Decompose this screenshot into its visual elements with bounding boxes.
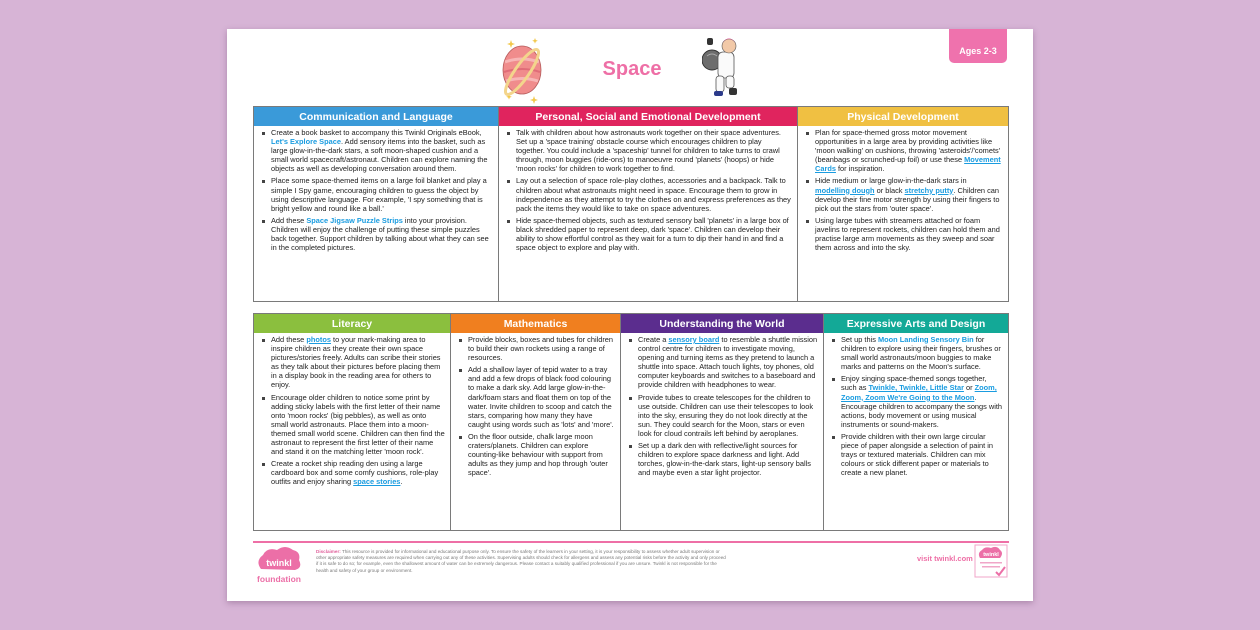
top-row bbox=[253, 106, 1009, 302]
list-item: Add these photos to your mark-making area to inspire children as they create their own space pictures/stories freely. Adults can scribe their stories as they talk about their pictures before placing them in a display book in the reading area for others to enjoy. bbox=[260, 335, 445, 390]
list-item: Create a book basket to accompany this Twinkl Originals eBook, Let's Explore Space. Add sensory items into the basket, such as large glow-in-the-dark stars, a soft moon-shaped cushion and a small world spacecraft/astronaut. Children can explore naming the objects as well as developing conversation around them. bbox=[260, 128, 493, 173]
personal-heading: Personal, Social and Emotional Development bbox=[499, 107, 797, 126]
list-item: Using large tubes with streamers attached or foam javelins to represent rockets, children can hold them and practise large arm movements as they sweep and soar them across and into the sky. bbox=[804, 216, 1003, 252]
planet-icon bbox=[495, 34, 550, 106]
list-item: Create a rocket ship reading den using a large cardboard box and some comfy cushions, role-play outfits and enjoy sharing space stories. bbox=[260, 459, 445, 486]
list-item: Set up a dark den with reflective/light sources for children to explore space darkness and light. Add torches, glow-in-the-dark stars, light-up sensory balls and maybe even a star light projector. bbox=[627, 441, 818, 477]
bottom-row bbox=[253, 313, 1009, 531]
list-item: Add a shallow layer of tepid water to a tray and add a few drops of black food colouring to make a dark sky. Add large glow-in-the-dark/foam stars and float them on top of the water. Invite children to scoop and catch the stars, comparing how many they have caught using words such as 'lots' and 'more'. bbox=[457, 365, 615, 429]
twinkle-twinkle-link[interactable]: Twinkle, Twinkle, Little Star bbox=[868, 383, 964, 393]
understanding-heading: Understanding the World bbox=[621, 314, 823, 333]
space-stories-link[interactable]: space stories bbox=[353, 477, 401, 487]
twinkl-foundation-logo bbox=[255, 547, 303, 587]
footer-divider bbox=[253, 541, 1009, 543]
section-physical bbox=[798, 107, 1008, 301]
physical-heading: Physical Development bbox=[798, 107, 1008, 126]
zoom-zoom-link[interactable]: Zoom, Zoom, Zoom We're Going to the Moon bbox=[841, 383, 997, 402]
sensory-board-link[interactable]: sensory board bbox=[668, 335, 720, 344]
age-badge: Ages 2-3 bbox=[949, 29, 1007, 63]
astronaut-icon bbox=[702, 36, 747, 101]
lets-explore-space-link[interactable]: Let's Explore Space bbox=[271, 137, 341, 147]
mathematics-heading: Mathematics bbox=[451, 314, 620, 333]
section-expressive bbox=[824, 314, 1008, 530]
svg-text:twinkl: twinkl bbox=[266, 558, 292, 568]
section-personal bbox=[499, 107, 798, 301]
list-item: Create a sensory board to resemble a shuttle mission control centre for children to investigate moving, opening and turning items as they pretend to launch a shuttle into space. Attach touch lights, toy phones, old computer keyboards and switches to a baseboard and provide children with headphones to wear. bbox=[627, 335, 818, 390]
jigsaw-puzzle-strips-link[interactable]: Space Jigsaw Puzzle Strips bbox=[306, 215, 403, 225]
moon-landing-sensory-bin-link[interactable]: Moon Landing Sensory Bin bbox=[877, 335, 974, 344]
section-mathematics bbox=[451, 314, 621, 530]
photos-link[interactable]: photos bbox=[306, 335, 331, 344]
literacy-heading: Literacy bbox=[254, 314, 450, 333]
list-item: Place some space-themed items on a large foil blanket and play a simple I Spy game, encouraging children to guess the object by using descriptive language. For example, 'I spy something that is bright yellow and round like a ball.' bbox=[260, 176, 493, 212]
communication-heading: Communication and Language bbox=[254, 107, 498, 126]
list-item: Enjoy singing space-themed songs together, such as Twinkle, Twinkle, Little Star or Zoom, Zoom, Zoom We're Going to the Moon. Encourage children to accompany the songs with actions, body movement or using musical instruments or sound-makers. bbox=[830, 374, 1003, 429]
twinkl-approved-badge-icon bbox=[974, 544, 1008, 578]
section-communication bbox=[254, 107, 499, 301]
list-item: Add these Space Jigsaw Puzzle Strips into your provision. Children will enjoy the challenge of putting these simple puzzles back together. Support children by talking about what they can see in the completed pictures. bbox=[260, 216, 493, 252]
modelling-dough-link[interactable]: modelling dough bbox=[815, 185, 875, 195]
section-literacy bbox=[254, 314, 451, 530]
list-item: On the floor outside, chalk large moon craters/planets. Children can explore counting-like behaviour with support from adults as they jump and hop through 'outer space'. bbox=[457, 432, 615, 477]
list-item: Lay out a selection of space role-play clothes, accessories and a backpack. Talk to children about what astronauts might need in space. Encourage them to grow in independence as they attempt to try the clothes on and express preferences as they pack the items they would like to take on space adventures. bbox=[505, 176, 792, 212]
list-item: Hide space-themed objects, such as textured sensory ball 'planets' in a large box of black shredded paper to represent deep, dark 'space'. Children can develop their ability to show effortful control as they wait for a turn to dip their hand in and find a space object to explore and play with. bbox=[505, 216, 792, 252]
section-understanding bbox=[621, 314, 824, 530]
worksheet-page bbox=[227, 29, 1033, 601]
list-item: Set up this Moon Landing Sensory Bin for children to explore using their fingers, brushes or small world astronauts/moon buggies to make marks and patterns on the Moon's surface. bbox=[830, 335, 1003, 371]
svg-text:foundation: foundation bbox=[257, 574, 301, 584]
list-item: Talk with children about how astronauts work together on their space adventures. Set up a 'space training' obstacle course which encourages children to play together. You could include a 'spaceship' tunnel for children to take turns to crawl through, moon buggies (ride-ons) to manoeuvre round 'planets' (hoops) or hide 'moon rocks' for children to work together to find. bbox=[505, 128, 792, 173]
list-item: Encourage older children to notice some print by adding sticky labels with the first letter of their name onto 'moon rocks' (big pebbles), as well as onto small world astronauts. Place them into a moon-themed small world scene. Children can then find the astronaut to represent the first letter of their name and stand it on the matching letter 'moon rock'. bbox=[260, 393, 445, 457]
movement-cards-link[interactable]: Movement Cards bbox=[815, 155, 1001, 174]
list-item: Provide children with their own large circular piece of paper alongside a selection of paint in trays or textured materials. Children can mix colours or stick different paper or materials to create a new planet. bbox=[830, 432, 1003, 477]
stretchy-putty-link[interactable]: stretchy putty bbox=[904, 185, 954, 195]
list-item: Provide blocks, boxes and tubes for children to build their own rockets using a range of resources. bbox=[457, 335, 615, 362]
visit-twinkl-link[interactable]: visit twinkl.com bbox=[917, 554, 973, 563]
svg-text:twinkl: twinkl bbox=[983, 552, 999, 558]
list-item: Hide medium or large glow-in-the-dark stars in modelling dough or black stretchy putty. Children can develop their fine motor strength by using their fingers to pick out the stars from 'outer space'. bbox=[804, 176, 1003, 212]
page-title: Space bbox=[602, 58, 662, 80]
disclaimer: Disclaimer: This resource is provided for informational and educational purpose only. To ensure the safety of the learners in your setting, it is your responsibility to assess whether adult supervision or other appropriate safety measures are required when carrying out any of these activities. Supervising adults should check for allergens and assess any potential risks before the activity and only proceed if it is safe to do so; for example, even the shallowest amount of water can be extremely dangerous. Please contact a suitably qualified professional if you are unsure. Twinkl is not responsible for the health and safety of your group or environment. bbox=[316, 549, 726, 573]
expressive-heading: Expressive Arts and Design bbox=[824, 314, 1008, 333]
list-item: Plan for space-themed gross motor movement opportunities in a large area by providing activities like 'moon walking' on cushions, throwing 'asteroids'/'comets' (beanbags or scrunched-up foil) or use these Movement Cards for inspiration. bbox=[804, 128, 1003, 173]
list-item: Provide tubes to create telescopes for the children to use outside. Children can use their telescopes to look into the sky, ensuring they do not look directly at the sun. They could search for the Moon, stars or even look for cloud contrails left behind by aeroplanes. bbox=[627, 393, 818, 438]
